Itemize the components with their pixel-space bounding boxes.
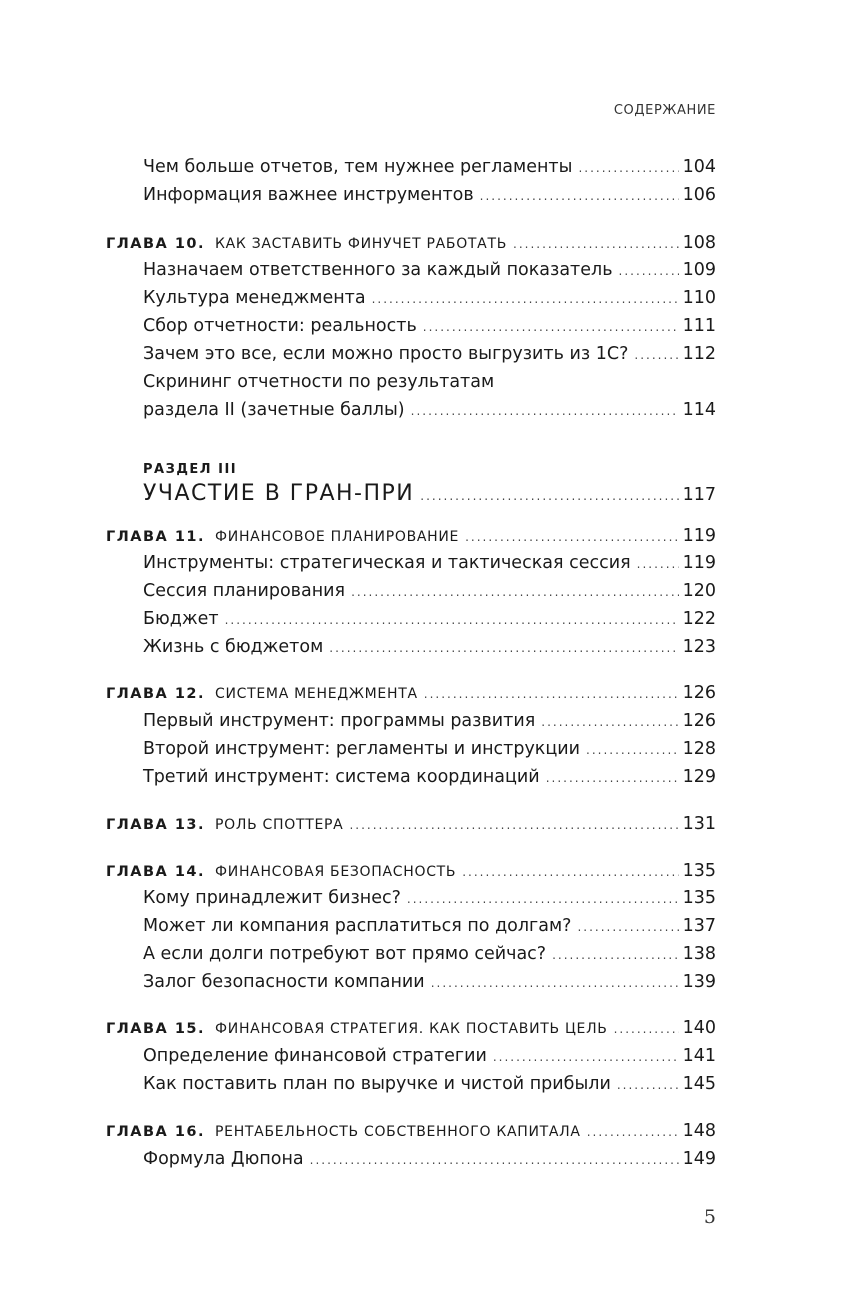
entry-title: Назначаем ответственного за каждый показатель bbox=[143, 260, 613, 280]
chapter-title: СИСТЕМА МЕНЕДЖМЕНТА bbox=[215, 686, 418, 702]
toc-entry[interactable] bbox=[0, 185, 862, 211]
entry-page: 114 bbox=[682, 400, 716, 420]
entry-title: А если долги потребуют вот прямо сейчас? bbox=[143, 944, 547, 964]
dot-leader bbox=[465, 530, 678, 544]
entry-page: 122 bbox=[682, 609, 716, 629]
entry-page: 128 bbox=[682, 739, 716, 759]
chapter-label: ГЛАВА 16. bbox=[106, 1124, 206, 1140]
entry-page: 108 bbox=[682, 233, 716, 253]
entry-title: Жизнь с бюджетом bbox=[143, 637, 324, 657]
dot-leader bbox=[493, 1050, 679, 1064]
dot-leader bbox=[420, 489, 678, 503]
toc-entry[interactable] bbox=[0, 157, 862, 183]
entry-page: 119 bbox=[682, 526, 716, 546]
entry-title: Третий инструмент: система координаций bbox=[143, 767, 540, 787]
toc-entry[interactable] bbox=[0, 711, 862, 737]
toc-entry[interactable] bbox=[0, 260, 862, 286]
entry-page: 120 bbox=[682, 581, 716, 601]
chapter-entry[interactable] bbox=[0, 1121, 862, 1147]
dot-leader bbox=[541, 715, 678, 729]
dot-leader bbox=[586, 743, 679, 757]
entry-page: 137 bbox=[682, 916, 716, 936]
entry-page: 111 bbox=[682, 316, 716, 336]
chapter-entry[interactable] bbox=[0, 233, 862, 259]
dot-leader bbox=[546, 771, 679, 785]
toc-entry[interactable] bbox=[0, 1074, 862, 1100]
dot-leader bbox=[578, 161, 678, 175]
entry-title: Второй инструмент: регламенты и инструкции bbox=[143, 739, 581, 759]
dot-leader bbox=[424, 687, 679, 701]
part-title: УЧАСТИЕ В ГРАН-ПРИ bbox=[143, 481, 415, 506]
chapter-entry[interactable] bbox=[0, 683, 862, 709]
entry-page: 112 bbox=[682, 344, 716, 364]
entry-page: 145 bbox=[682, 1074, 716, 1094]
entry-page: 148 bbox=[682, 1121, 716, 1141]
entry-title: Инструменты: стратегическая и тактическая сессия bbox=[143, 553, 631, 573]
entry-page: 117 bbox=[682, 485, 716, 505]
dot-leader bbox=[351, 585, 679, 599]
chapter-entry[interactable] bbox=[0, 861, 862, 887]
dot-leader bbox=[637, 557, 679, 571]
part-label: РАЗДЕЛ III bbox=[143, 462, 238, 477]
chapter-title: ФИНАНСОВАЯ СТРАТЕГИЯ. КАК ПОСТАВИТЬ ЦЕЛЬ bbox=[215, 1021, 608, 1037]
entry-title: Кому принадлежит бизнес? bbox=[143, 888, 401, 908]
toc-entry[interactable] bbox=[0, 553, 862, 579]
chapter-entry[interactable] bbox=[0, 1018, 862, 1044]
chapter-label: ГЛАВА 14. bbox=[106, 864, 206, 880]
dot-leader bbox=[614, 1022, 679, 1036]
entry-title: Первый инструмент: программы развития bbox=[143, 711, 536, 731]
entry-title: Сбор отчетности: реальность bbox=[143, 316, 417, 336]
entry-page: 104 bbox=[682, 157, 716, 177]
entry-page: 135 bbox=[682, 861, 716, 881]
toc-entry[interactable] bbox=[0, 916, 862, 942]
chapter-title: РОЛЬ СПОТТЕРА bbox=[215, 817, 344, 833]
chapter-title: КАК ЗАСТАВИТЬ ФИНУЧЕТ РАБОТАТЬ bbox=[215, 236, 508, 252]
chapter-label: ГЛАВА 11. bbox=[106, 529, 206, 545]
entry-page: 106 bbox=[682, 185, 716, 205]
entry-title: Формула Дюпона bbox=[143, 1149, 304, 1169]
entry-title: Как поставить план по выручке и чистой прибыли bbox=[143, 1074, 611, 1094]
entry-title: Культура менеджмента bbox=[143, 288, 366, 308]
toc-entry[interactable] bbox=[0, 344, 862, 370]
dot-leader bbox=[372, 292, 679, 306]
toc-entry[interactable] bbox=[0, 316, 862, 342]
entry-page: 149 bbox=[682, 1149, 716, 1169]
toc-entry[interactable] bbox=[0, 609, 862, 635]
toc-entry[interactable] bbox=[0, 400, 862, 426]
chapter-title: ФИНАНСОВАЯ БЕЗОПАСНОСТЬ bbox=[215, 864, 457, 880]
entry-title: Зачем это все, если можно просто выгрузить из 1С? bbox=[143, 344, 629, 364]
entry-title: Залог безопасности компании bbox=[143, 972, 425, 992]
entry-page: 140 bbox=[682, 1018, 716, 1038]
toc-entry[interactable] bbox=[0, 581, 862, 607]
toc-entry[interactable] bbox=[0, 888, 862, 914]
chapter-entry[interactable] bbox=[0, 814, 862, 840]
entry-page: 109 bbox=[682, 260, 716, 280]
entry-page: 126 bbox=[682, 683, 716, 703]
dot-leader bbox=[587, 1125, 679, 1139]
entry-page: 135 bbox=[682, 888, 716, 908]
dot-leader bbox=[407, 892, 679, 906]
chapter-label: ГЛАВА 10. bbox=[106, 236, 206, 252]
toc-entry[interactable] bbox=[0, 739, 862, 765]
toc-entry[interactable] bbox=[0, 944, 862, 970]
entry-title: Бюджет bbox=[143, 609, 219, 629]
dot-leader bbox=[310, 1153, 679, 1167]
dot-leader bbox=[329, 641, 678, 655]
entry-title: Чем больше отчетов, тем нужнее регламенты bbox=[143, 157, 573, 177]
dot-leader bbox=[423, 320, 679, 334]
dot-leader bbox=[480, 189, 679, 203]
toc-entry[interactable] bbox=[0, 972, 862, 998]
dot-leader bbox=[619, 264, 679, 278]
entry-page: 119 bbox=[682, 553, 716, 573]
chapter-title: РЕНТАБЕЛЬНОСТЬ СОБСТВЕННОГО КАПИТАЛА bbox=[215, 1124, 581, 1140]
chapter-title: ФИНАНСОВОЕ ПЛАНИРОВАНИЕ bbox=[215, 529, 460, 545]
dot-leader bbox=[577, 920, 678, 934]
entry-title: Определение финансовой стратегии bbox=[143, 1046, 487, 1066]
entry-title: Информация важнее инструментов bbox=[143, 185, 474, 205]
dot-leader bbox=[431, 976, 679, 990]
chapter-label: ГЛАВА 12. bbox=[106, 686, 206, 702]
dot-leader bbox=[349, 818, 678, 832]
toc-entry-first-line[interactable]: Скрининг отчетности по результатам bbox=[143, 372, 495, 392]
toc-entry[interactable] bbox=[0, 767, 862, 793]
entry-page: 139 bbox=[682, 972, 716, 992]
entry-page: 131 bbox=[682, 814, 716, 834]
entry-page: 126 bbox=[682, 711, 716, 731]
entry-page: 123 bbox=[682, 637, 716, 657]
toc-entry[interactable] bbox=[0, 1046, 862, 1072]
entry-title: Может ли компания расплатиться по долгам? bbox=[143, 916, 572, 936]
dot-leader bbox=[617, 1078, 679, 1092]
chapter-label: ГЛАВА 15. bbox=[106, 1021, 206, 1037]
chapter-entry[interactable] bbox=[0, 526, 862, 552]
dot-leader bbox=[411, 404, 679, 418]
running-header: СОДЕРЖАНИЕ bbox=[613, 103, 716, 118]
entry-page: 110 bbox=[682, 288, 716, 308]
entry-title: раздела II (зачетные баллы) bbox=[143, 400, 405, 420]
dot-leader bbox=[513, 237, 679, 251]
chapter-label: ГЛАВА 13. bbox=[106, 817, 206, 833]
dot-leader bbox=[552, 948, 679, 962]
dot-leader bbox=[462, 865, 678, 879]
entry-title: Сессия планирования bbox=[143, 581, 346, 601]
page-number: 5 bbox=[703, 1206, 716, 1228]
entry-page: 129 bbox=[682, 767, 716, 787]
entry-page: 138 bbox=[682, 944, 716, 964]
toc-entry[interactable] bbox=[0, 1149, 862, 1175]
dot-leader bbox=[225, 613, 679, 627]
part-entry[interactable] bbox=[0, 481, 862, 511]
dot-leader bbox=[634, 348, 678, 362]
toc-entry[interactable] bbox=[0, 288, 862, 314]
entry-page: 141 bbox=[682, 1046, 716, 1066]
toc-entry[interactable] bbox=[0, 637, 862, 663]
